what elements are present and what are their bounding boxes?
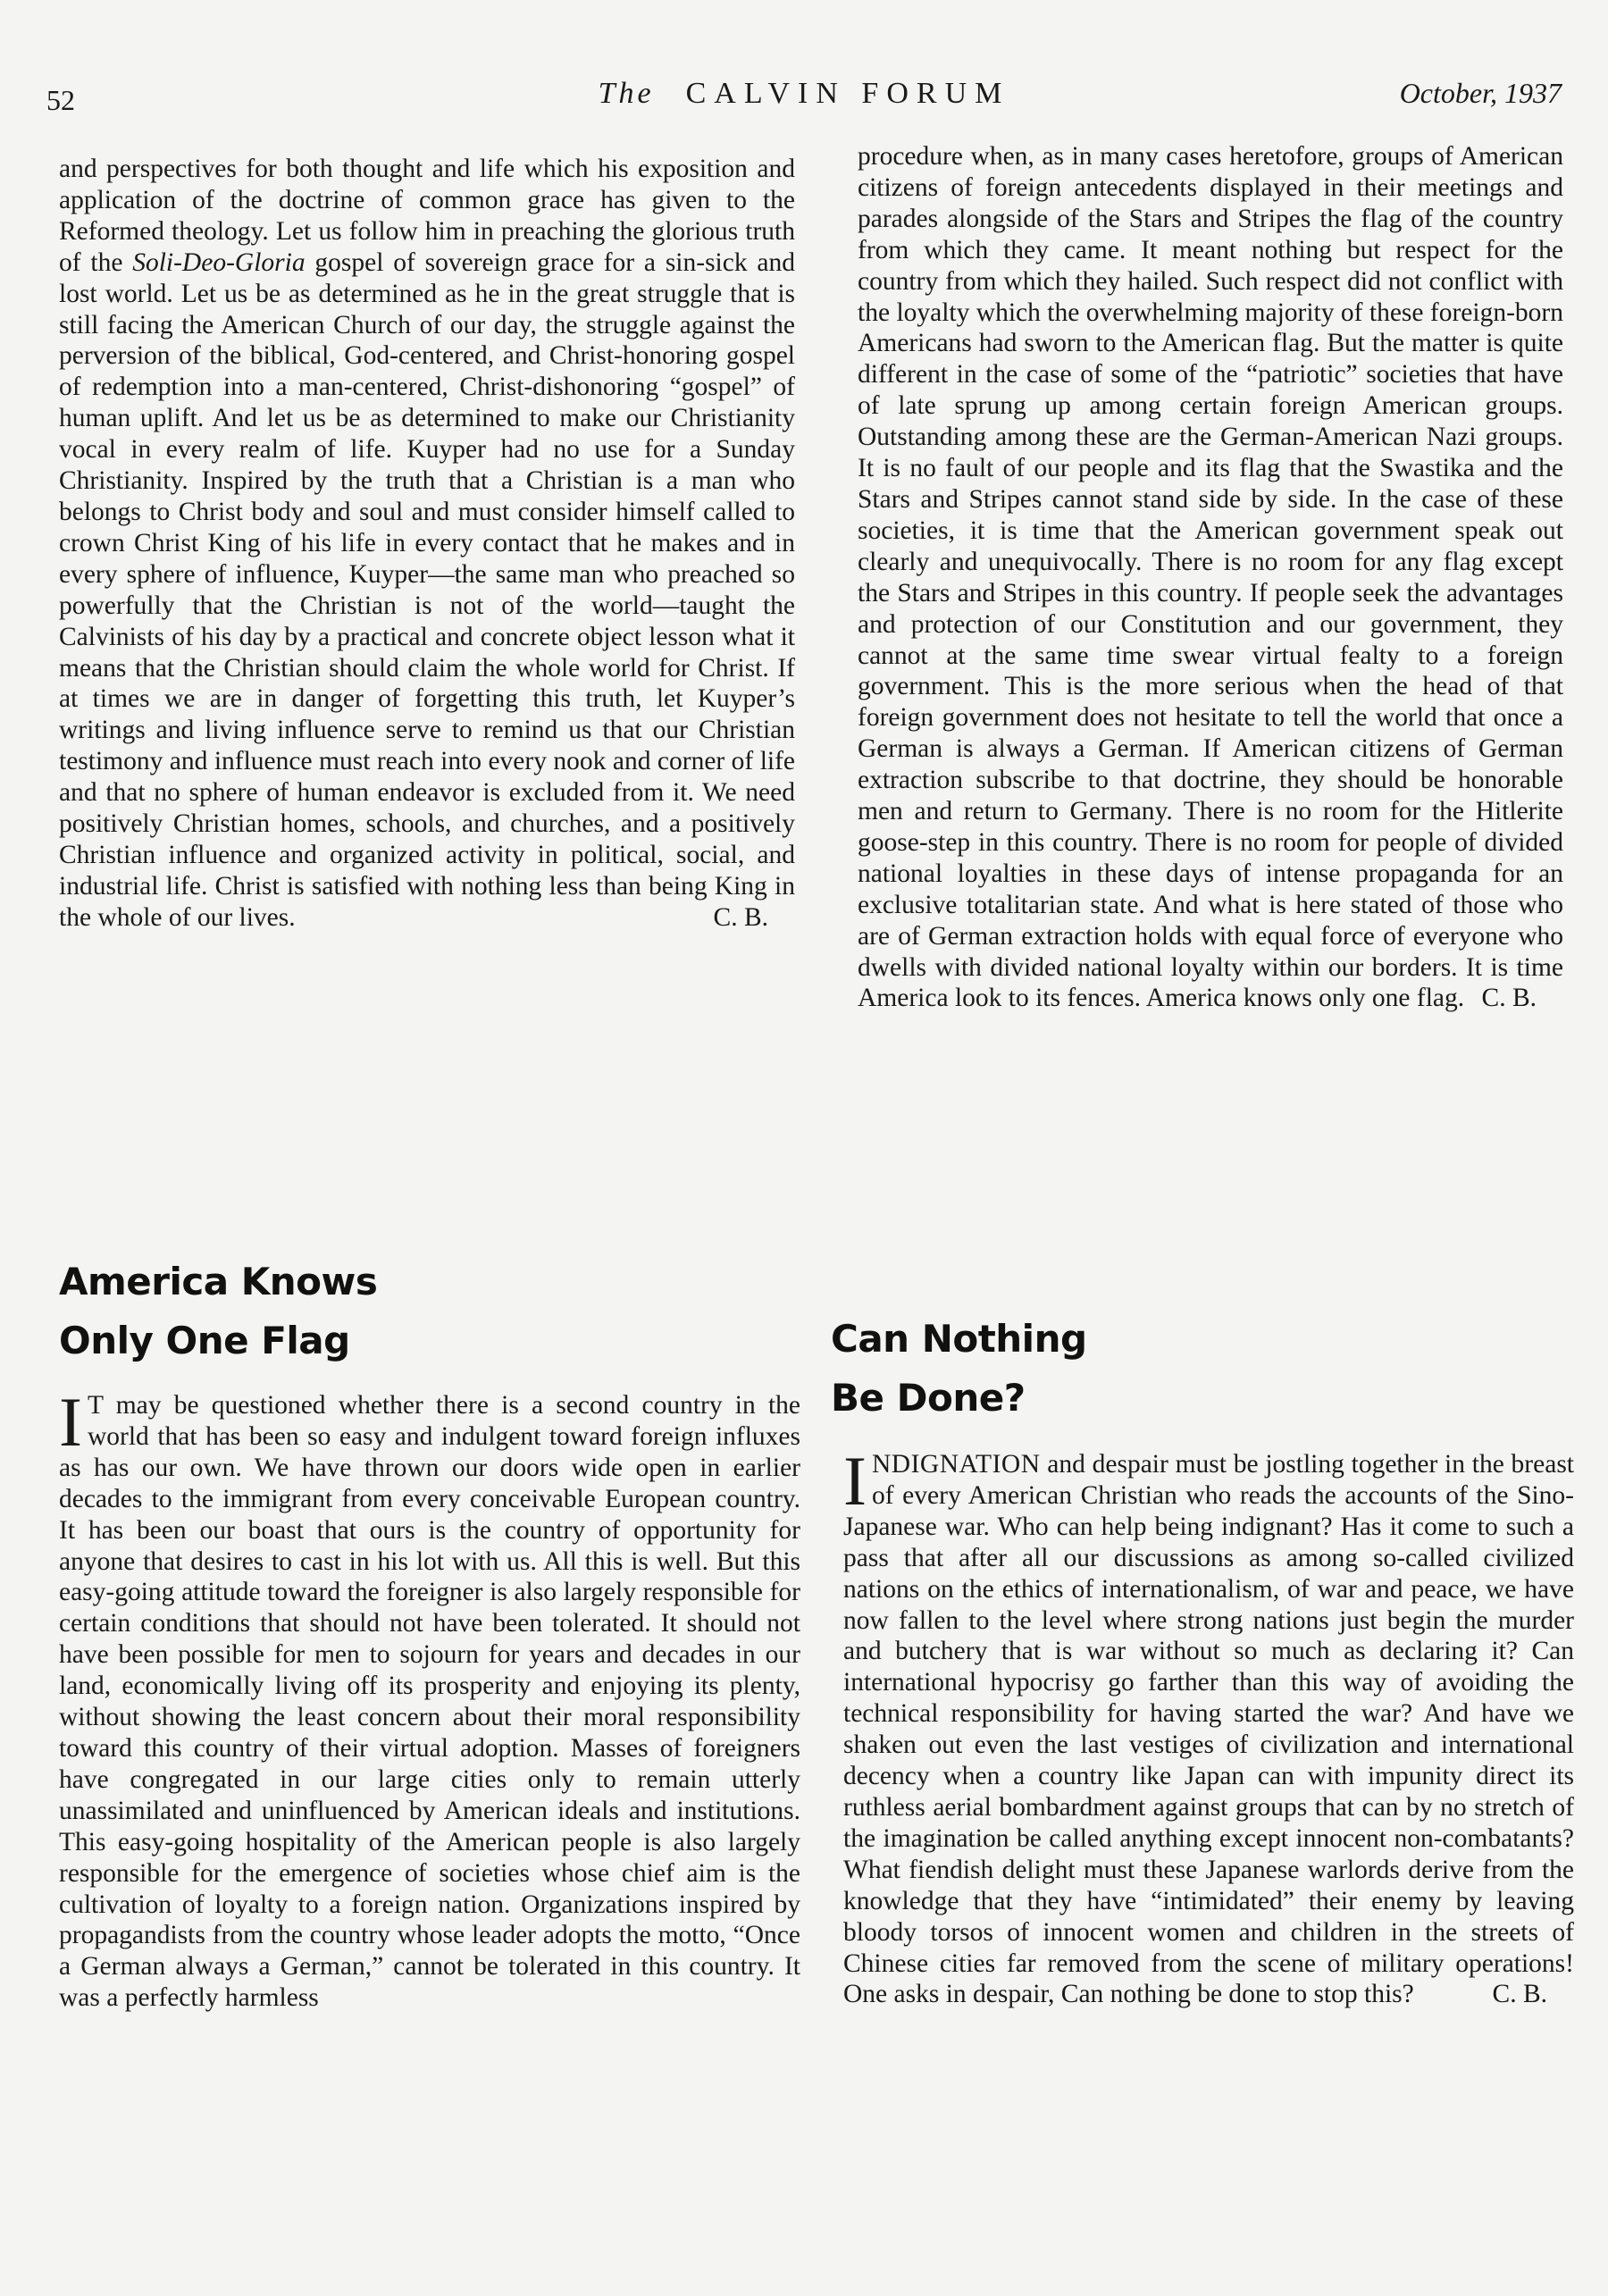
continuation-paragraph [59, 154, 795, 934]
flag-article-signature: C. B. [1481, 984, 1537, 1013]
continuation-text-b: gospel of sovereign grace for a sin-sick and lost world. Let us be as determined as he in the great struggle that is still facing the American Church of our day, the struggle against the perversion of the biblical, God-centered, and Christ-honoring gospel of redemption into a man-centered, Christ-dishonoring “gospel” of human uplift. And let us be as determined to make our Christianity vocal in every realm of life. Kuyper had no use for a Sunday Christianity. Inspired by the truth that a Christian is a man who belongs to Christ body and soul and must consider himself called to crown Christ King of his life in every contact that he makes and in every sphere of influence, Kuyper—the same man who preached so powerfully that the Christian is not of the world—taught the Calvinists of his day by a practical and concrete object lesson what it means that the Christian should claim the whole world for Christ. If at times we are in danger of forgetting this truth, let Kuyper’s writings and living influence serve to remind us that our Christian testimony and influence must reach into every nook and corner of life and that no sphere of human endeavor is excluded from it. We need positively Christian homes, schools, and churches, and a positively Christian influence and organized activity in political, social, and industrial life. Christ is satisfied with nothing less than being King in the whole of our lives. [59, 247, 795, 932]
nothing-article-body [843, 1442, 1574, 2010]
nothing-first-word-rest: NDIGNATION [871, 1450, 1041, 1479]
nothing-article-signature: C. B. [1492, 1980, 1547, 2009]
continuation-italic: Soli-Deo-Gloria [132, 247, 306, 277]
flag-article-column-1 [59, 1383, 800, 2014]
flag-heading-line-1: America Knows [59, 1260, 378, 1303]
flag-dropcap: I [59, 1383, 82, 1461]
running-header [46, 77, 1562, 122]
magazine-title-the: The [598, 77, 655, 110]
page-number: 52 [46, 84, 75, 116]
previous-article-continuation [59, 154, 795, 934]
nothing-heading-line-2: Be Done? [831, 1376, 1026, 1420]
flag-first-word-rest: T [87, 1391, 104, 1420]
flag-article-column-2 [858, 141, 1563, 1014]
magazine-title-name: CALVIN FORUM [685, 77, 1010, 110]
flag-body-text: may be questioned whether there is a second country in the world that has been so easy and indulgent toward foreign influxes as has our own. We have thrown our doors wide open in earlier decades to the immigrant from every conceivable European country. It has been our boast that ours is the country of opportunity for anyone that desires to cast in his lot with us. All this is well. But this easy-going attitude toward the foreigner is also largely responsible for certain conditions that should not have been tolerated. It should not have been possible for men to sojourn for years and decades in our land, economically living off its prosperity and enjoying its plenty, without showing the least concern about their moral responsibility toward this country of their virtual adoption. Masses of foreigners have congregated in our large cities only to remain utterly unassimilated and uninfluenced by American ideals and institutions. This easy-going hospitality of the American people is also largely responsible for the emergence of societies whose chief aim is the cultivation of loyalty to a foreign nation. Organizations inspired by propagandists from the country whose leader adopts the motto, “Once a German always a German,” cannot be tolerated in this country. It was a perfectly harmless [59, 1391, 800, 2013]
nothing-article-heading [831, 1310, 1087, 1428]
magazine-title [46, 77, 1562, 111]
flag-article-body-2: procedure when, as in many cases heretofore, groups of American citizens of foreign antecedents displayed in their meetings and parades alongside of the Stars and Stripes the flag of the country from which they came. It meant nothing but respect for the country from which they hailed. Such respect did not conflict with the loyalty which the overwhelming majority of these foreign-born Americans had sworn to the American flag. But the matter is quite different in the case of some of the “patriotic” societies that have of late sprung up among certain foreign American groups. Outstanding among these are the German-American Nazi groups. It is no fault of our people and its flag that the Swastika and the Stars and Stripes cannot stand side by side. In the case of these societies, it is time that the American government speak out clearly and unequivocally. There is no room for any flag except the Stars and Stripes in this country. If people seek the advantages and protection of our Constitution and our government, they cannot at the same time swear virtual fealty to a foreign government. This is the more serious when the head of that foreign government does not hesitate to tell the world that once a German is always a German. If American citizens of German extraction subscribe to that doctrine, they should be honorable men and return to Germany. There is no room for the Hitlerite goose-step in this country. There is no room for people of divided national loyalties in these days of intense propaganda for an exclusive totalitarian state. And what is here stated of those who are of German extraction holds with equal force of everyone who dwells with divided national loyalty within our borders. It is time America look to its fences. America knows only one flag. [858, 142, 1563, 1013]
issue-date: October, 1937 [1399, 77, 1562, 109]
nothing-article-column [843, 1442, 1574, 2010]
nothing-dropcap: I [843, 1442, 867, 1520]
flag-heading-line-2: Only One Flag [59, 1319, 350, 1362]
flag-article-heading [59, 1253, 377, 1370]
nothing-heading-line-1: Can Nothing [831, 1317, 1087, 1361]
flag-article-body-1 [59, 1383, 800, 2014]
continuation-text-a: and perspectives for both thought and life which his exposition and application of the doctrine of common grace has given to the Reformed theology. Let us follow him in preaching the glorious truth of the [59, 155, 795, 277]
continuation-signature: C. B. [713, 902, 768, 932]
nothing-body-text: and despair must be jostling together in the breast of every American Christian who reads the accounts of the Sino-Japanese war. Who can help being indignant? Has it come to such a pass that after all our discussions as among so-called civilized nations on the ethics of internationalism, of war and peace, we have now fallen to the level where strong nations just begin the murder and butchery that is war without so much as declaring it? Can international hypocrisy go farther than this way of avoiding the technical responsibility for having started the war? And have we shaken out even the last vestiges of civilization and international decency when a country like Japan can with impunity direct its ruthless aerial bombardment against groups that can by no stretch of the imagination be called anything except innocent non-combatants? What fiendish delight must these Japanese warlords derive from the knowledge that they have “intimidated” their enemy by leaving bloody torsos of innocent women and children in the streets of Chinese cities far removed from the scene of military operations! One asks in despair, Can nothing be done to stop this? [843, 1450, 1574, 2009]
